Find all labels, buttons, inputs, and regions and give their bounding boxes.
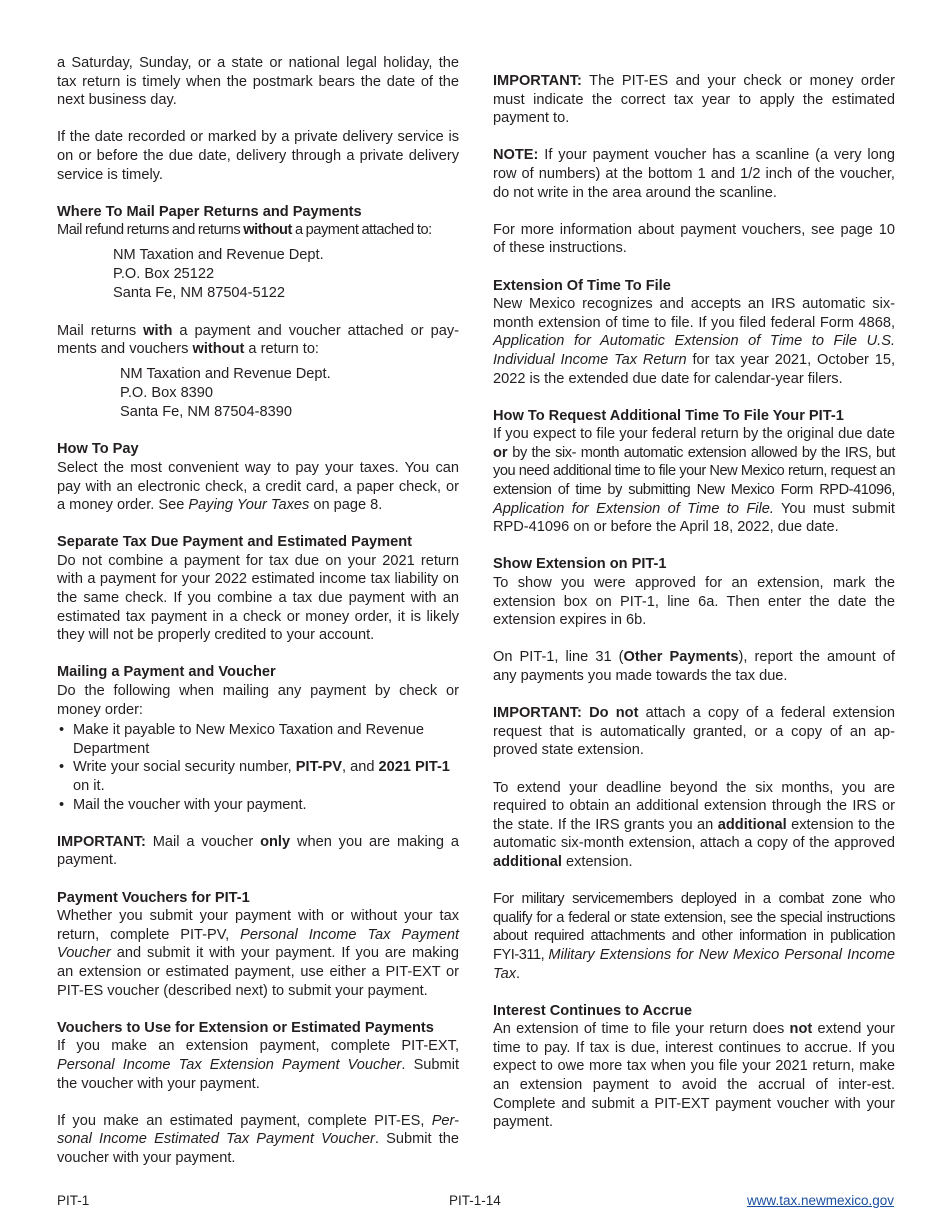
- interest-section: [493, 1002, 895, 1132]
- where-to-mail-heading: Where To Mail Paper Returns and Payments: [57, 203, 362, 220]
- estimated-payment-paragraph: If you make an estimated payment, complete PIT-ES, Per-sonal Income Estimated Tax Payment Voucher. Submit the voucher with your payment.: [57, 1112, 459, 1166]
- important-voucher-paragraph: IMPORTANT: Mail a voucher only when you are making a payment.: [57, 833, 459, 869]
- payment-vouchers-text: Whether you submit your payment with or without your tax return, complete PIT-PV, Personal Income Tax Payment Voucher and submit it with your payment. If you are making an extension or estimated payment, use either a PIT-EXT or PIT-ES voucher (described next) to submit your payment.: [57, 908, 460, 999]
- where-to-mail-section: [57, 203, 459, 240]
- extension-estimated-vouchers-section: [57, 1019, 459, 1168]
- request-time-text: If you expect to file your federal return by the original due date or by the six- month automatic extension allowed by the IRS, but you need additional time to file your New Mexico return, request an extension of time by submitting New Mexico Form RPD-41096, Application for Extension of Time to File. You must submit RPD-41096 on or before the April 18, 2022, due date.: [493, 426, 895, 536]
- how-to-pay-section: [57, 440, 459, 514]
- mailing-payment-heading: Mailing a Payment and Voucher: [57, 664, 276, 681]
- bullet-icon: •: [59, 796, 65, 813]
- show-extension-heading: Show Extension on PIT-1: [493, 556, 667, 573]
- how-to-pay-heading: How To Pay: [57, 441, 139, 458]
- footer-page-number: PIT-1-14: [449, 1193, 501, 1208]
- military-paragraph: For military servicemembers deployed in a combat zone who qualify for a federal or state extension, see the special instructions about required attachments and other information in publication FYI-311, Military Extensions for New Mexico Personal Income Tax.: [493, 891, 895, 982]
- footer-form-name: PIT-1: [57, 1193, 90, 1208]
- address-line: Santa Fe, NM 87504-8390: [120, 403, 292, 420]
- address-line: NM Taxation and Revenue Dept.: [120, 365, 331, 382]
- right-column: [493, 72, 895, 1150]
- mail-with-payment-paragraph: Mail returns with a payment and voucher attached or pay-ments and vouchers without a return to:: [57, 322, 460, 358]
- mail-refund-intro: Mail refund returns and returns without a payment attached to:: [57, 222, 432, 239]
- list-item: • Make it payable to New Mexico Taxation and Revenue Department: [59, 722, 424, 757]
- line31-paragraph: On PIT-1, line 31 (Other Payments), report the amount of any payments you made towards the tax due.: [493, 649, 895, 684]
- separate-payment-heading: Separate Tax Due Payment and Estimated Payment: [57, 534, 412, 551]
- postmark-paragraph: a Saturday, Sunday, or a state or national legal holiday, the tax return is timely when the postmark bears the date of the next business day.: [57, 55, 459, 109]
- extension-payment-paragraph: If you make an extension payment, complete PIT-EXT, Personal Income Tax Extension Payment Voucher. Submit the voucher with your payment.: [57, 1038, 459, 1092]
- footer-website: [747, 1192, 894, 1211]
- mailing-payment-section: [57, 663, 459, 814]
- address-line: Santa Fe, NM 87504-5122: [113, 284, 285, 301]
- address-line: NM Taxation and Revenue Dept.: [113, 246, 324, 263]
- interest-heading: Interest Continues to Accrue: [493, 1002, 692, 1019]
- extend-deadline-paragraph: To extend your deadline beyond the six months, you are required to obtain an additional extension through the IRS or the state. If the IRS grants you an additional extension to the automatic six-month extension, attach a copy of the approved additional extension.: [493, 779, 895, 870]
- how-to-pay-text: Select the most convenient way to pay your taxes. You can pay with an electronic check, a credit card, a paper check, or a money order. See Paying Your Taxes on page 8.: [57, 459, 459, 514]
- interest-text: An extension of time to file your return does not extend your time to pay. If tax is due, interest continues to accrue. If you expect to owe more tax when you file your 2021 return, make an extension payment to avoid the accrual of inter-est. Complete and submit a PIT-EXT payment voucher with your payment.: [493, 1021, 895, 1131]
- separate-payment-text: Do not combine a payment for tax due on your 2021 return with a payment for your 2022 estimated income tax liability on the same check. If you combine a tax due payment with an estimated tax payment in a check or money order, it is likely they will not be properly credited to your account.: [57, 552, 459, 644]
- extension-estimated-heading: Vouchers to Use for Extension or Estimated Payments: [57, 1019, 434, 1036]
- payment-vouchers-section: [57, 889, 459, 1001]
- left-column: [57, 54, 459, 1186]
- mailing-steps-list: [57, 721, 459, 814]
- more-info-paragraph: For more information about payment vouchers, see page 10 of these instructions.: [493, 221, 895, 257]
- separate-payment-section: [57, 533, 459, 645]
- address-line: P.O. Box 8390: [120, 384, 214, 401]
- mailing-payment-intro: Do the following when mailing any payment by check or money order:: [57, 683, 459, 718]
- important-do-not-attach-paragraph: IMPORTANT: Do not attach a copy of a federal extension request that is automatically granted, or a copy of an ap-proved state extension.: [493, 705, 896, 759]
- scanline-note-paragraph: NOTE: If your payment voucher has a scanline (a very long row of numbers) at the bottom 1 and 1/2 inch of the voucher, do not write in the area around the scanline.: [493, 147, 895, 201]
- extension-section: [493, 277, 895, 389]
- address-line: P.O. Box 25122: [113, 265, 215, 282]
- show-extension-section: [493, 555, 895, 629]
- bullet-icon: •: [59, 722, 65, 739]
- extension-heading: Extension Of Time To File: [493, 277, 671, 294]
- important-tax-year-paragraph: IMPORTANT: The PIT-ES and your check or money order must indicate the correct tax year to apply the estimated payment to.: [493, 73, 895, 127]
- request-time-heading: How To Request Additional Time To File Your PIT-1: [493, 407, 844, 424]
- bullet-icon: •: [59, 759, 65, 776]
- list-item: • Write your social security number, PIT-PV, and 2021 PIT-1 on it.: [59, 759, 450, 794]
- request-time-section: [493, 407, 895, 537]
- private-delivery-paragraph: If the date recorded or marked by a private delivery service is on or before the due date, delivery through a private delivery service is timely.: [57, 129, 459, 183]
- website-link[interactable]: www.tax.newmexico.gov: [746, 1193, 894, 1208]
- payment-mailing-address: [120, 365, 459, 422]
- extension-text: New Mexico recognizes and accepts an IRS automatic six-month extension of time to file. If you filed federal Form 4868, Application for Automatic Extension of Time to File U.S. Individual Income Tax Return for tax year 2021, October 15, 2022 is the extended due date for calendar-year filers.: [493, 296, 895, 387]
- show-extension-text: To show you were approved for an extension, mark the extension box on PIT-1, line 6a. Then enter the date the extension expires in 6b.: [493, 575, 895, 629]
- refund-mailing-address: [113, 246, 459, 303]
- list-item: • Mail the voucher with your payment.: [59, 796, 307, 813]
- payment-vouchers-heading: Payment Vouchers for PIT-1: [57, 889, 250, 906]
